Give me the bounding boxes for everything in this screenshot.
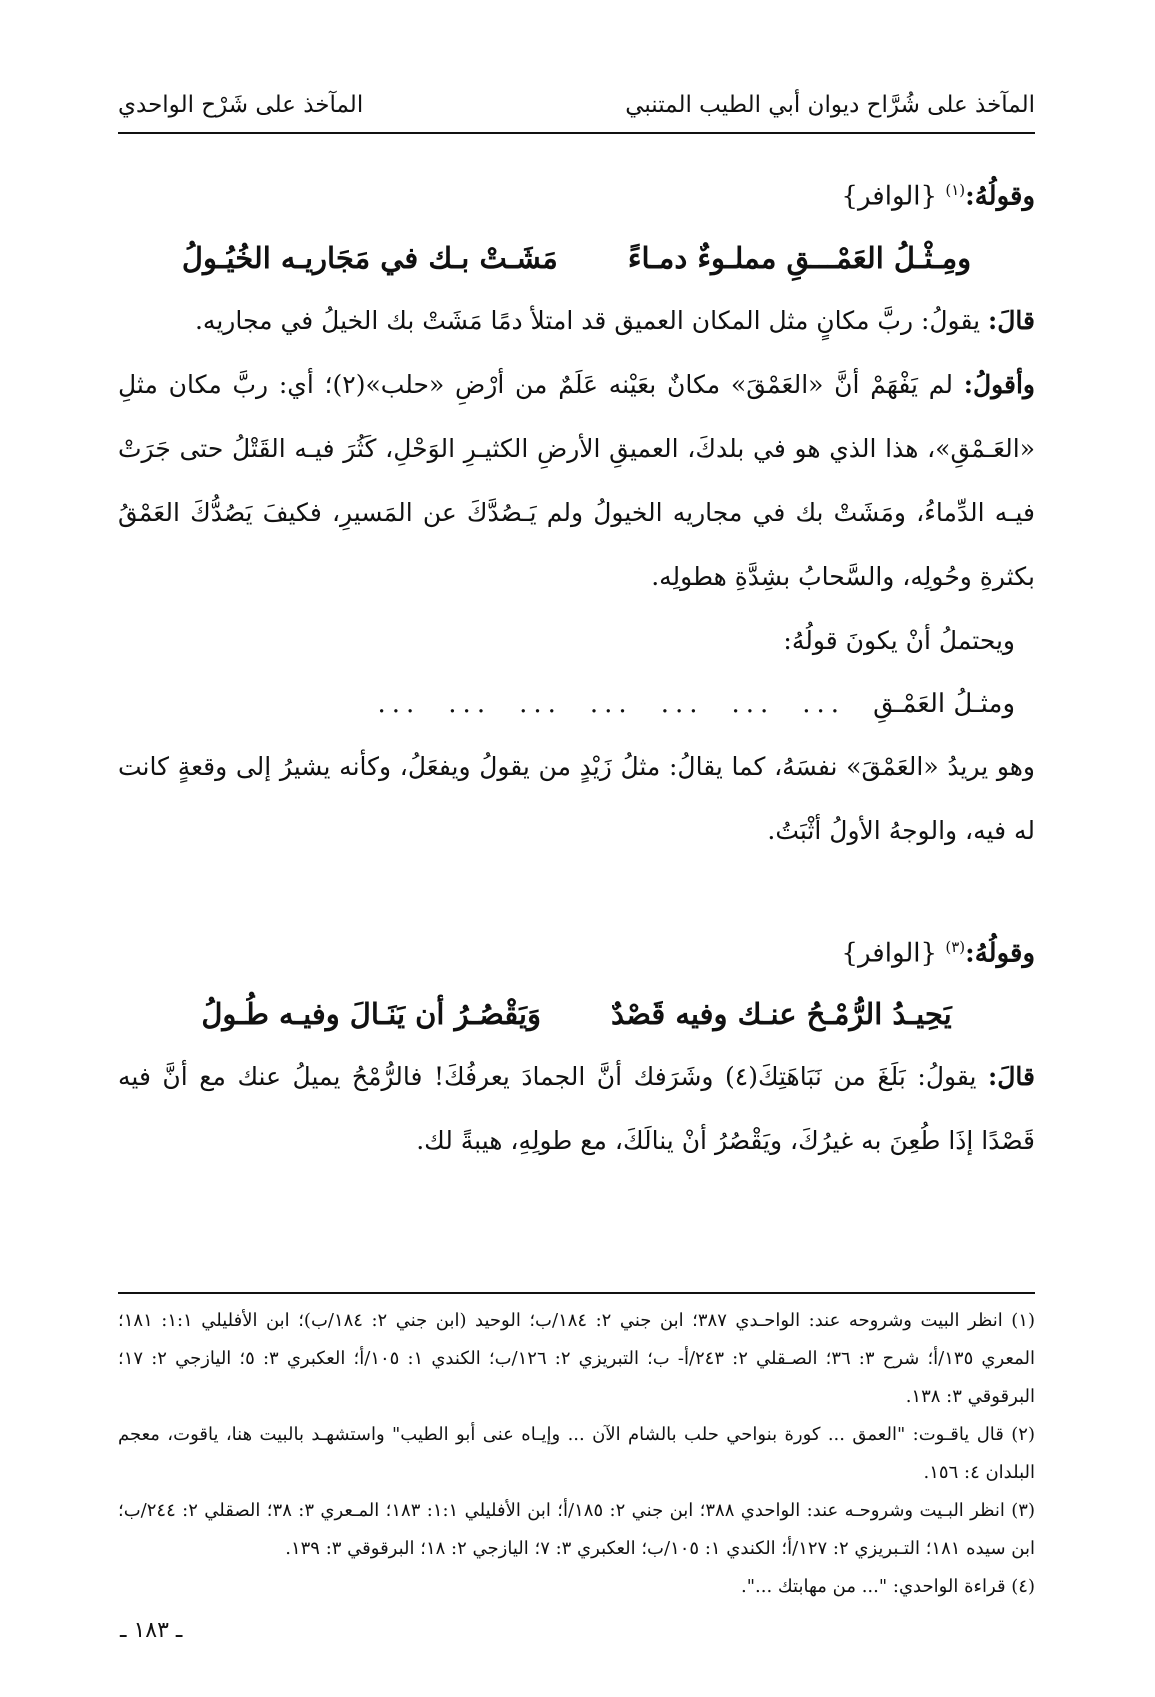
paragraph-text: يقولُ: ربَّ مكانٍ مثل المكان العميق قد امتلأ دمًا مَشَتْ بك الخيلُ في مجاريه. [194, 305, 989, 335]
verse-intro-2 [118, 917, 1035, 984]
paragraph-lead: قالَ: [988, 1062, 1035, 1092]
verse-1-first-hemistich: ومِـثْـلُ العَمْـــقِ مملـوءٌ دمـاءً [627, 240, 972, 275]
footnote-ref[interactable]: (١) [945, 181, 966, 199]
footnote-3: (٣) انظر البـيت وشروحـه عند: الواحدي ٣٨٨؛ ابن جني ٢: ١٨٥/أ؛ ابن الأفليلي ١:١: ١٨٣؛ المـعري ٣: ٣٨؛ الصقلي ٢: ٢٤٤/ب؛ ابن سيده ١٨١؛ التـبريزي ٢: ١٢٧/أ؛ الكندي ١: ١٠٥/ب؛ العكبري ٣: ٧؛ اليازجي ٢: ١٨؛ البرقوقي ٣: ١٣٩. [118, 1500, 1035, 1559]
meter-name: {الوافر} [841, 938, 938, 969]
verse-1-second-hemistich: مَشَـتْ بـك في مَجَاريـه الخُيُـولُ [181, 240, 558, 275]
verse-short-quote [118, 673, 1035, 735]
running-header [118, 92, 1035, 134]
main-text [118, 160, 1035, 1173]
paragraph-text: لم يَفْهَمْ أنَّ «العَمْقَ» مكانٌ بعَيْنه عَلَمٌ من أرْضِ «حلب»(٢)؛ أي: ربَّ مكان مثلِ «العَـمْقِ»، هذا الذي هو في بلدكَ، العميقِ الأرضِ الكثيـرِ الوَحْلِ، كَثُرَ فيـه القَتْلُ حتى جَرَتْ فيـه الدِّماءُ، ومَشَتْ بك في مجاريه الخيولُ ولم يَـصُدَّكَ عن المَسيرِ، فكيفَ يَصُدُّكَ العَمْقُ بكثرةِ وحُولِه، والسَّحابُ بشِدَّةِ هطولِه. [118, 369, 1035, 591]
short-verse-text: ومثـلُ العَمْـقِ [873, 688, 1015, 719]
footnotes [118, 1292, 1035, 1606]
ellipsis: ... [802, 688, 846, 719]
header-book-title: المآخذ على شُرَّاح ديوان أبي الطيب المتنبي [625, 92, 1035, 118]
paragraph-qala-1 [118, 289, 1035, 353]
ellipsis: ... [660, 688, 704, 719]
paragraph-aqulu [118, 353, 1035, 609]
paragraph-text: يقولُ: بَلَغَ من نَبَاهَتِكَ(٤) وشَرَفك أنَّ الجمادَ يعرفُكَ! فالرُّمْحُ يميلُ عنك مع أنَّ فيه قَصْدًا إذَا طُعِنَ به غيرُكَ، ويَقْصُرُ أنْ ينالَكَ، مع طولِهِ، هيبةً لك. [118, 1062, 1035, 1156]
verse-2-second-hemistich: وَيَقْصُـرُ أن يَنَـالَ وفيـه طُـولُ [201, 997, 541, 1032]
paragraph-wahuwa: وهو يريدُ «العَمْقَ» نفسَهُ، كما يقالُ: مثلُ زَيْدٍ من يقولُ ويفعَلُ، وكأنه يشيرُ إلى وقعةٍ كانت له فيه، والوجهُ الأولُ أثْبَتُ. [118, 751, 1035, 845]
intro-lead: وقولُهُ: [965, 181, 1035, 212]
verse-2 [118, 983, 1035, 1045]
ellipsis: ... [377, 688, 421, 719]
paragraph-yahtamil: ويحتملُ أنْ يكونَ قولُهُ: [783, 625, 1015, 655]
footnote-4: (٤) قراءة الواحدي: "... من مهابتك ...". [741, 1576, 1035, 1597]
footnote-ref[interactable]: (٣) [945, 937, 966, 956]
intro-lead: وقولُهُ: [965, 938, 1035, 969]
ellipsis: ... [448, 688, 492, 719]
footnote-2: (٢) قال ياقـوت: "العمق ... كورة بنواحي حلب بالشام الآن ... وإيـاه عنى أبو الطيب" واستشهـد بالبيت هنا، ياقوت، معجم البلدان ٤: ١٥٦. [118, 1424, 1035, 1483]
paragraph-qala-2 [118, 1045, 1035, 1173]
meter-name: {الوافر} [841, 181, 938, 212]
header-chapter-title: المآخذ على شَرْح الواحدي [118, 92, 364, 118]
verse-2-first-hemistich: يَحِيـدُ الرُّمْـحُ عنـك وفيه قَصْدٌ [610, 997, 952, 1032]
ellipsis: ... [519, 688, 562, 719]
footnote-1: (١) انظر البيت وشروحه عند: الواحـدي ٣٨٧؛ ابن جني ٢: ١٨٤/ب؛ الوحيد (ابن جني ٢: ١٨٤/ب)؛ ابن الأفليلي ١:١: ١٨١؛ المعري ١٣٥/أ؛ شرح ٣: ٣٦؛ الصـقلي ٢: ٢٤٣/أ- ب؛ التبريزي ٢: ١٢٦/ب؛ الكندي ١: ١٠٥/أ؛ العكبري ٣: ٥؛ اليازجي ٢: ١٧؛ البرقوقي ٣: ١٣٨. [118, 1310, 1035, 1407]
paragraph-lead: قالَ: [988, 305, 1035, 335]
ellipsis: ... [731, 688, 775, 719]
ellipsis: ... [589, 688, 633, 719]
page-number: ـ ١٨٣ ـ [120, 1618, 183, 1643]
paragraph-lead: وأقولُ: [963, 369, 1035, 399]
verse-1 [118, 227, 1035, 289]
section-gap [118, 863, 1035, 917]
verse-intro-1 [118, 160, 1035, 227]
